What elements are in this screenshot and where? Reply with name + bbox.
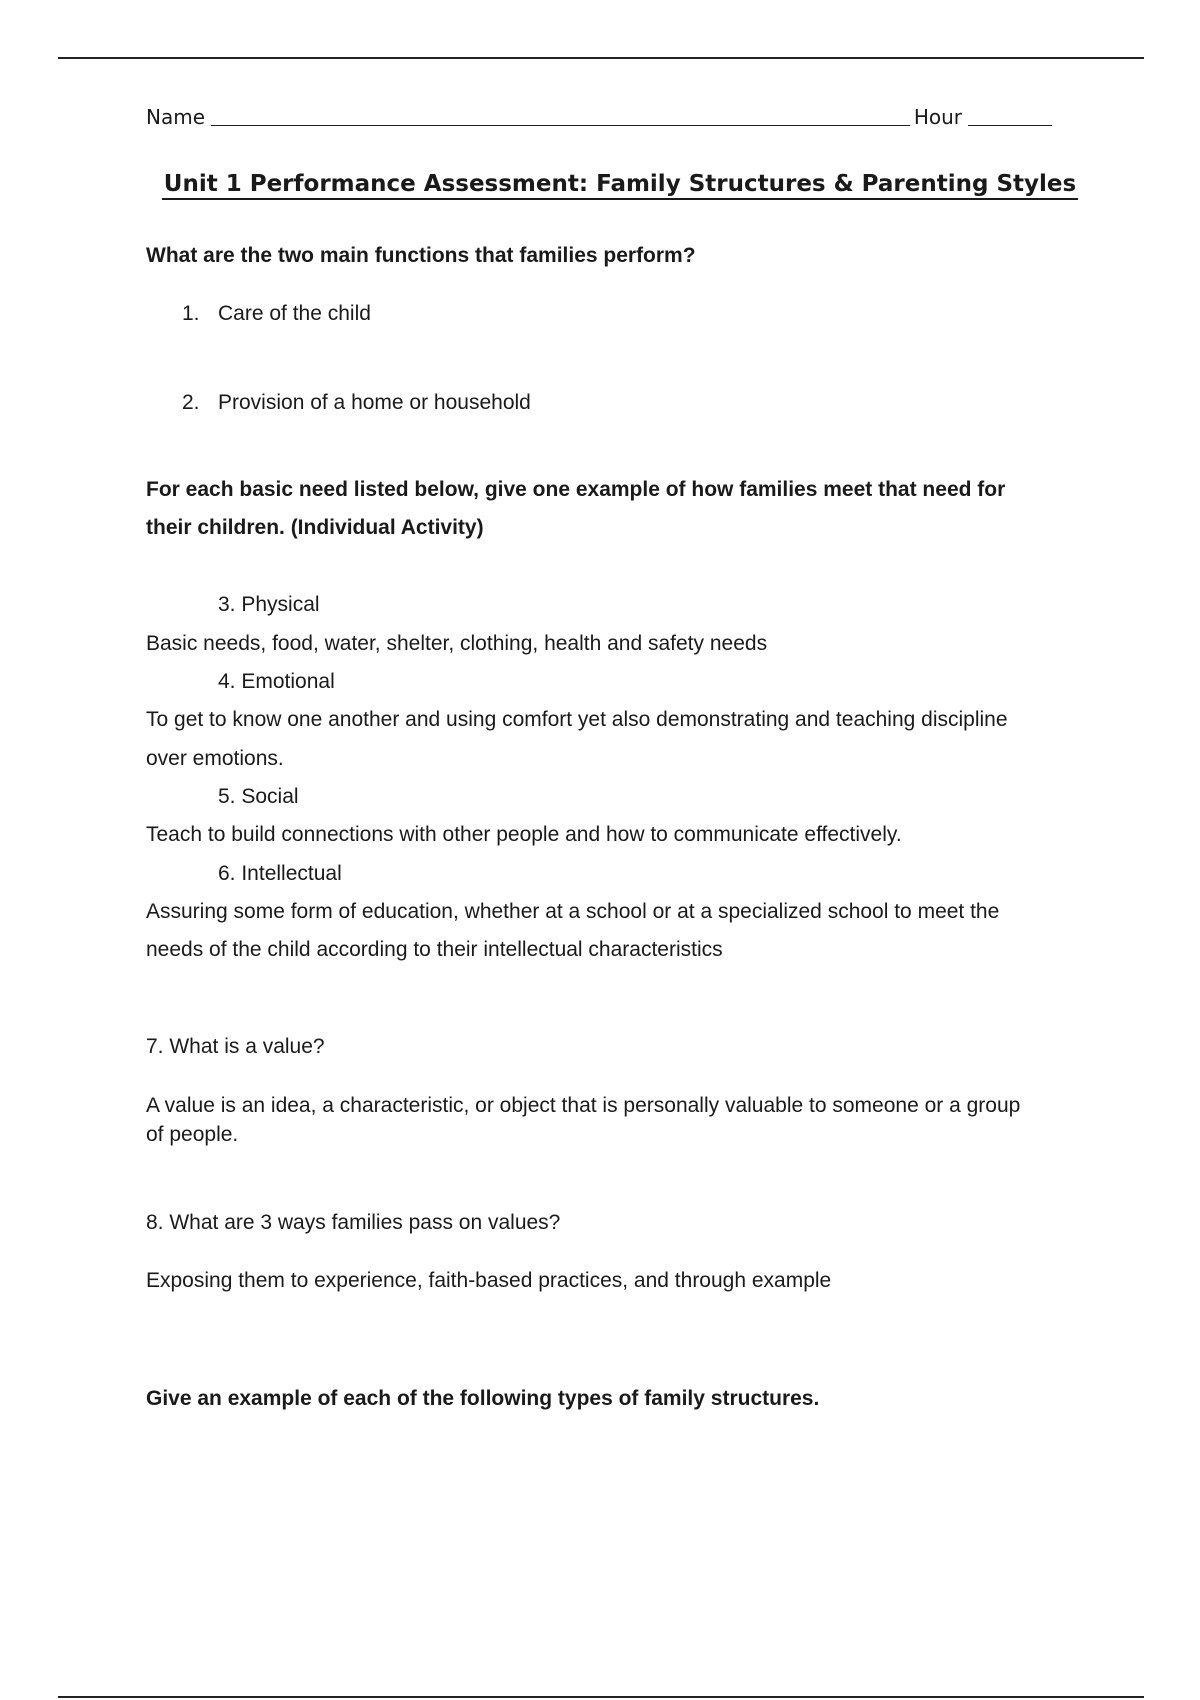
top-rule — [58, 57, 1144, 59]
needs-instruction-line2: their children. (Individual Activity) — [146, 516, 484, 539]
name-label: Name — [146, 105, 206, 129]
need-label-intellectual: 6. Intellectual — [218, 862, 342, 885]
need-answer-intellectual-line2: needs of the child according to their intellectual characteristics — [146, 938, 723, 961]
need-answer-physical: Basic needs, food, water, shelter, clothing, health and safety needs — [146, 632, 768, 655]
bottom-rule — [58, 1696, 1144, 1698]
need-answer-emotional-line2: over emotions. — [146, 747, 284, 770]
list-item-number: 2. — [182, 391, 200, 414]
list-item-text: Care of the child — [218, 302, 371, 325]
need-answer-social: Teach to build connections with other people and how to communicate effectively. — [146, 823, 902, 846]
page-title: Unit 1 Performance Assessment: Family Structures & Parenting Styles — [0, 169, 1200, 199]
need-label-social: 5. Social — [218, 785, 299, 808]
needs-instruction-line1: For each basic need listed below, give one example of how families meet that need for — [146, 478, 1006, 501]
hour-label: Hour — [913, 105, 962, 129]
name-hour-row — [146, 104, 1052, 130]
need-label-emotional: 4. Emotional — [218, 670, 335, 693]
name-blank[interactable] — [211, 105, 910, 126]
list-item-text: Provision of a home or household — [218, 391, 531, 414]
value-question: 7. What is a value? — [146, 1035, 325, 1058]
hour-blank[interactable] — [968, 105, 1052, 126]
value-answer-line1: A value is an idea, a characteristic, or object that is personally valuable to someone or a group — [146, 1094, 1021, 1117]
value-answer-line2: of people. — [146, 1123, 239, 1146]
list-item-number: 1. — [182, 302, 200, 325]
need-answer-emotional-line1: To get to know one another and using comfort yet also demonstrating and teaching discipline — [146, 708, 1008, 731]
pass-values-question: 8. What are 3 ways families pass on values? — [146, 1211, 561, 1234]
need-answer-intellectual-line1: Assuring some form of education, whether at a school or at a specialized school to meet the — [146, 900, 1000, 923]
functions-question: What are the two main functions that families perform? — [146, 244, 696, 267]
need-label-physical: 3. Physical — [218, 593, 320, 616]
pass-values-answer: Exposing them to experience, faith-based practices, and through example — [146, 1269, 832, 1292]
family-structures-instruction: Give an example of each of the following types of family structures. — [146, 1387, 820, 1410]
